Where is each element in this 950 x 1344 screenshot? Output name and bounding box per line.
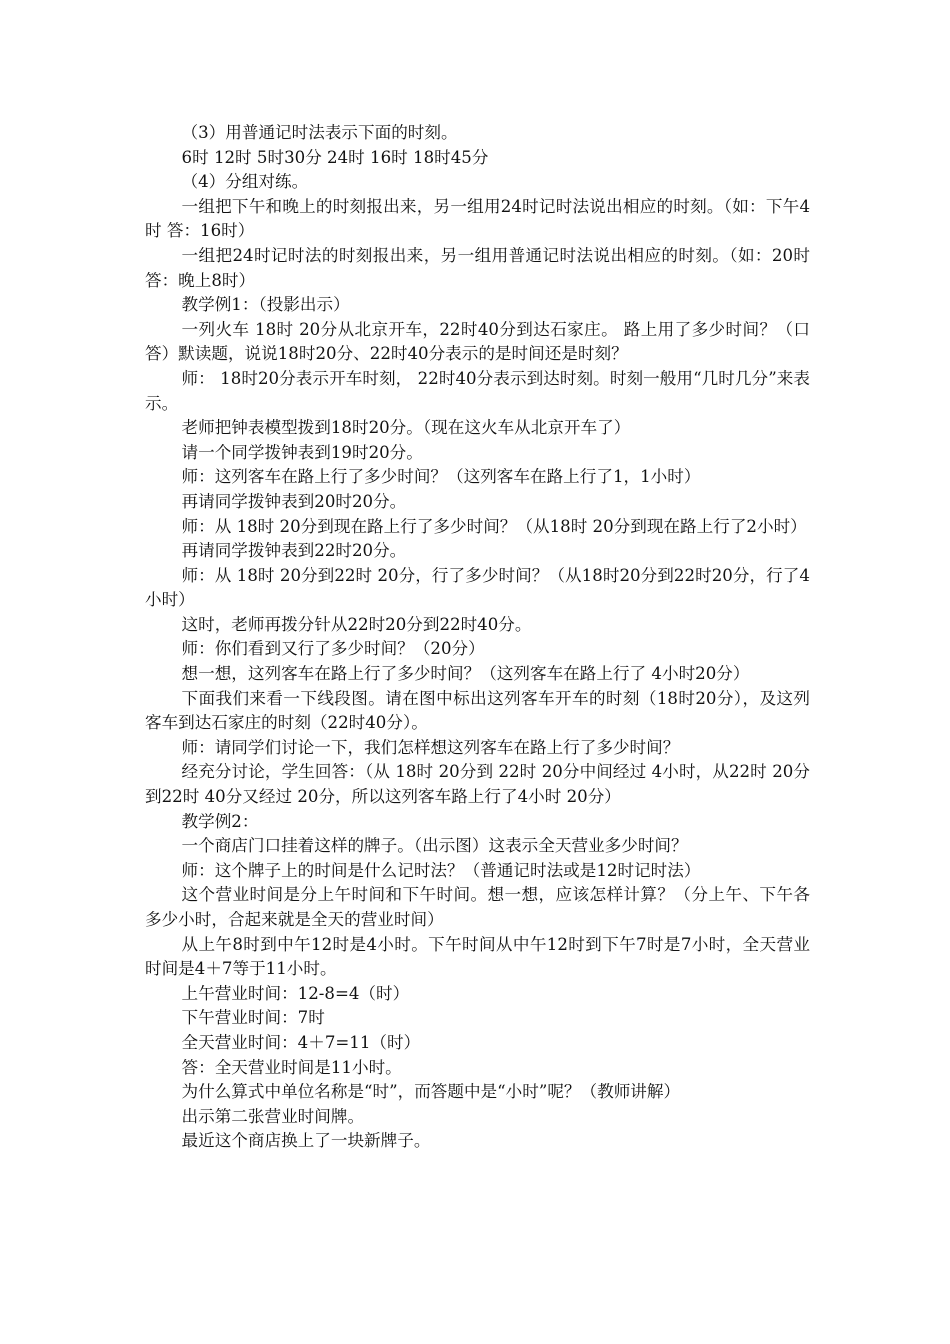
paragraph: （4）分组对练。: [181, 172, 309, 192]
paragraph: 师：你们看到又行了多少时间？（20分）: [181, 639, 485, 659]
paragraph: 从上午8时到中午12时是4小时。下午时间从中午12时到下午7时是7小时，全天营业时间是4＋7等于11小时。: [145, 934, 810, 979]
paragraph: 全天营业时间：4＋7=11（时）: [181, 1032, 421, 1052]
paragraph: 再请同学拨钟表到22时20分。: [181, 541, 407, 561]
paragraph: 师：请同学们讨论一下，我们怎样想这列客车在路上行了多少时间？: [181, 737, 680, 757]
paragraph: 出示第二张营业时间牌。: [181, 1106, 365, 1126]
paragraph: 师：从 18时 20分到22时 20分，行了多少时间？（从18时20分到22时20分，行了4小时）: [145, 565, 810, 610]
paragraph: 一组把下午和晚上的时刻报出来，另一组用24时记时法说出相应的时刻。（如：下午4时 答：16时）: [145, 196, 810, 241]
paragraph: 教学例2：: [181, 811, 259, 831]
paragraph: 一个商店门口挂着这样的牌子。（出示图）这表示全天营业多少时间？: [181, 836, 688, 856]
paragraph: 下午营业时间：7时: [181, 1008, 325, 1028]
document-body: [145, 121, 810, 1154]
paragraph: 师：这列客车在路上行了多少时间？（这列客车在路上行了1，1小时）: [181, 467, 701, 487]
paragraph: 上午营业时间：12-8=4（时）: [181, 983, 410, 1003]
paragraph: 答：全天营业时间是11小时。: [181, 1057, 402, 1077]
paragraph: 请一个同学拨钟表到19时20分。: [181, 442, 423, 462]
paragraph: 师：从 18时 20分到现在路上行了多少时间？（从18时 20分到现在路上行了2小时）: [181, 516, 807, 536]
paragraph: 这时，老师再拨分针从22时20分到22时40分。: [181, 614, 532, 634]
paragraph: 老师把钟表模型拨到18时20分。（现在这火车从北京开车了）: [181, 418, 631, 438]
paragraph: 最近这个商店换上了一块新牌子。: [181, 1131, 431, 1151]
paragraph: 下面我们来看一下线段图。请在图中标出这列客车开车的时刻（18时20分），及这列客车到达石家庄的时刻（22时40分）。: [145, 688, 810, 733]
paragraph: 师： 18时20分表示开车时刻， 22时40分表示到达时刻。时刻一般用“几时几分”来表示。: [145, 368, 810, 413]
paragraph: 经充分讨论，学生回答：（从 18时 20分到 22时 20分中间经过 4小时，从22时 20分到22时 40分又经过 20分，所以这列客车路上行了4小时 20分）: [145, 762, 810, 807]
paragraph: 教学例1：（投影出示）: [181, 295, 350, 315]
paragraph: （3）用普通记时法表示下面的时刻。: [181, 123, 458, 142]
paragraph: 为什么算式中单位名称是“时”，而答题中是“小时”呢？（教师讲解）: [181, 1082, 681, 1102]
paragraph: 一组把24时记时法的时刻报出来，另一组用普通记时法说出相应的时刻。（如：20时 答：晚上8时）: [145, 245, 810, 290]
paragraph: 这个营业时间是分上午时间和下午时间。想一想，应该怎样计算？（分上午、下午各多少小时，合起来就是全天的营业时间）: [145, 885, 810, 929]
paragraph: 想一想，这列客车在路上行了多少时间？（这列客车在路上行了 4小时20分）: [181, 664, 750, 684]
paragraph: 师：这个牌子上的时间是什么记时法？（普通记时法或是12时记时法）: [181, 860, 701, 880]
paragraph: 一列火车 18时 20分从北京开车，22时40分到达石家庄。 路上用了多少时间？（口答）默读题，说说18时20分、22时40分表示的是时间还是时刻？: [145, 319, 810, 364]
paragraph: 再请同学拨钟表到20时20分。: [181, 491, 407, 511]
paragraph: 6时 12时 5时30分 24时 16时 18时45分: [181, 147, 489, 167]
